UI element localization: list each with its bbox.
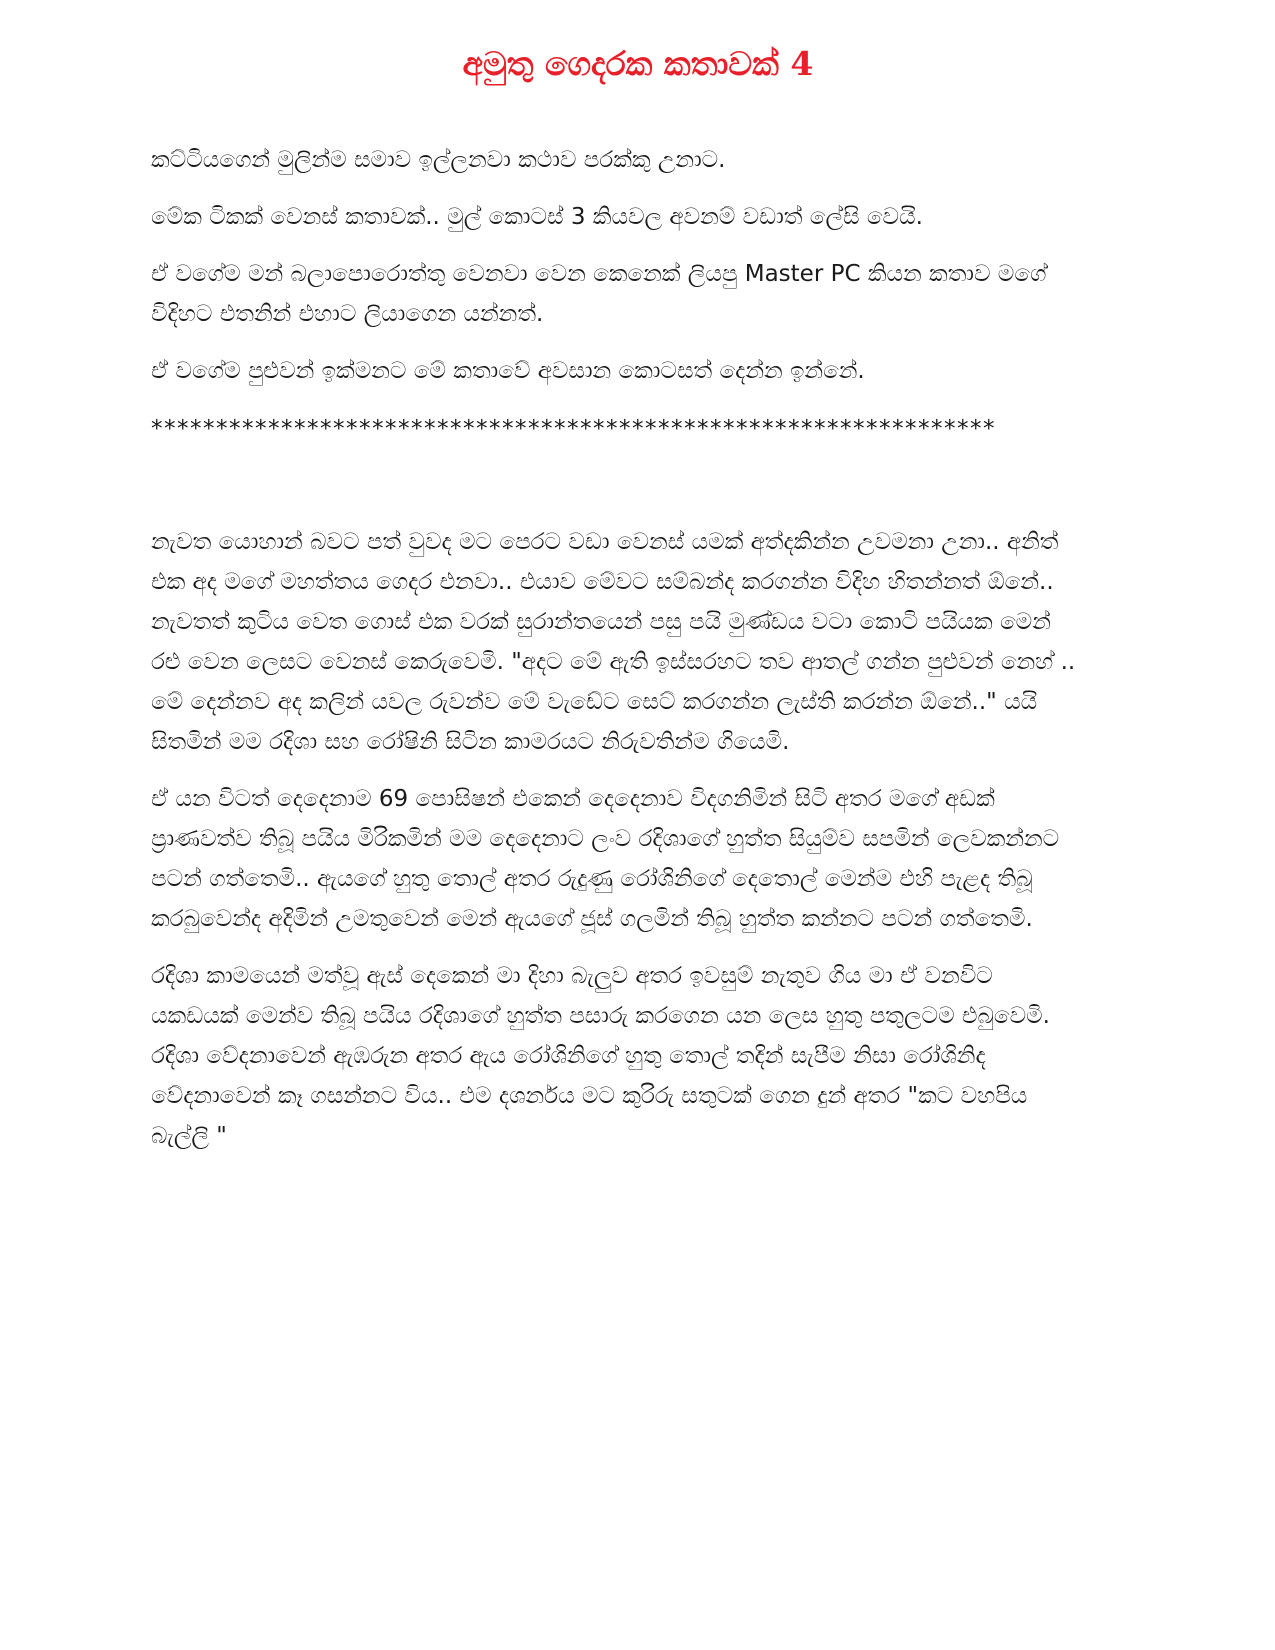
section-spacer — [151, 450, 1085, 522]
story-paragraph-2: ඒ යන විටත් දෙදෙනාම 69 පොසිෂන් එකෙන් දෙදෙනාව විදගනිමින් සිටි අතර මගේ අඩක් ප්‍රාණවත්ව තිබූ පයිය මිරිකමින් මම දෙදෙනාට ලංව රදිශාගේ හුත්ත සියුම්ව සපමින් ලෙවකන්නට පටන් ගත්තෙමි.. ඇයගේ හුතු තොල් අතර රුදුණු රෝශිනිගේ දෙතොල් මෙන්ම එහි පැළද තිබූ කරබුවෙන්ද අදිමින් උමතුවෙන් මෙන් ඇයගේ ජූස් ගලමින් තිබූ හුත්ත කන්නට පටන් ගත්තෙමි. — [151, 786, 1060, 932]
intro-paragraph-1: කට්ටියගෙන් මුලින්ම සමාව ඉල්ලනවා කථාව පරක්කු උනාට. — [151, 147, 726, 173]
document-title: අමුතු ගෙදරක කතාවක් 4 — [462, 44, 814, 83]
story-paragraph-1: නැවත යොහාන් බවට පත් වුවද මට පෙරට වඩා වෙනස් යමක් අත්දකින්න උවමනා උනා.. අනිත් එක අද මගේ මහත්තය ගෙදර එනවා.. එයාව මේවට සම්බන්ද කරගන්න විදිහ හිතන්නත් ඕනේ.. නැවතත් කුටිය වෙත ගොස් එක වරක් සුරාන්තයෙන් පසු පයි මුණ්ඩය වටා කොටි පයියක මෙන් රළු වෙන ලෙසට වෙනස් කෙරුවෙමි. "අදට මේ ඇති ඉස්සරහට තව ආතල් ගන්න පුළුවන් නෙහ් .. මේ දෙන්නව අද කලින් යවල රුවන්ව මේ වැඩේට සෙට් කරගන්න ලැස්ති කරන්න ඕනේ.." යයි සිතමින් මම රදිශා සහ රෝෂිනි සිටින කාමරයට නිරුවතින්ම ගියෙමි. — [151, 529, 1076, 755]
intro-paragraph-3: ඒ වගේම මන් බලාපොරොත්තු වෙනවා වෙන කෙනෙක් ලියපු Master PC කියන කතාව මගේ විදිහට එතනින් එහාට ලියාගෙන යන්නත්. — [151, 261, 1047, 327]
intro-paragraph-2: මේක ටිකක් වෙනස් කතාවක්.. මුල් කොටස් 3 කියවල අවනම් වඩාත් ලේසි වෙයි. — [151, 204, 923, 230]
story-paragraph-3: රදිශා කාමයෙන් මත්වූ ඇස් දෙකෙන් මා දිහා බැලුව අතර ඉවසුම් නැතුව ගිය මා ඒ වනවිට යකඩයක් මෙන්ව තිබූ පයිය රදිශාගේ හුත්ත පසාරු කරගෙන යන ලෙස හුතු පතුලටම එබුවෙමි. රදිශා වේදනාවෙන් ඇඹරුන අතර ඇය රෝශිනිගේ හුතු තොල් තදින් සැපීම නිසා රෝශිනිද වේදනාවෙන් කෑ ගසන්නට විය.. එම දශර්නය මට කුරිරු සතුටක් ගෙන දුන් අතර "කට වහපිය බැල්ලි " — [151, 963, 1050, 1149]
separator-line: ***************************************************************** — [151, 416, 996, 442]
intro-paragraph-4: ඒ වගේම පුළුවන් ඉක්මනට මේ කතාවේ අවසාන කොටසත් දෙන්න ඉන්නේ. — [151, 358, 865, 384]
